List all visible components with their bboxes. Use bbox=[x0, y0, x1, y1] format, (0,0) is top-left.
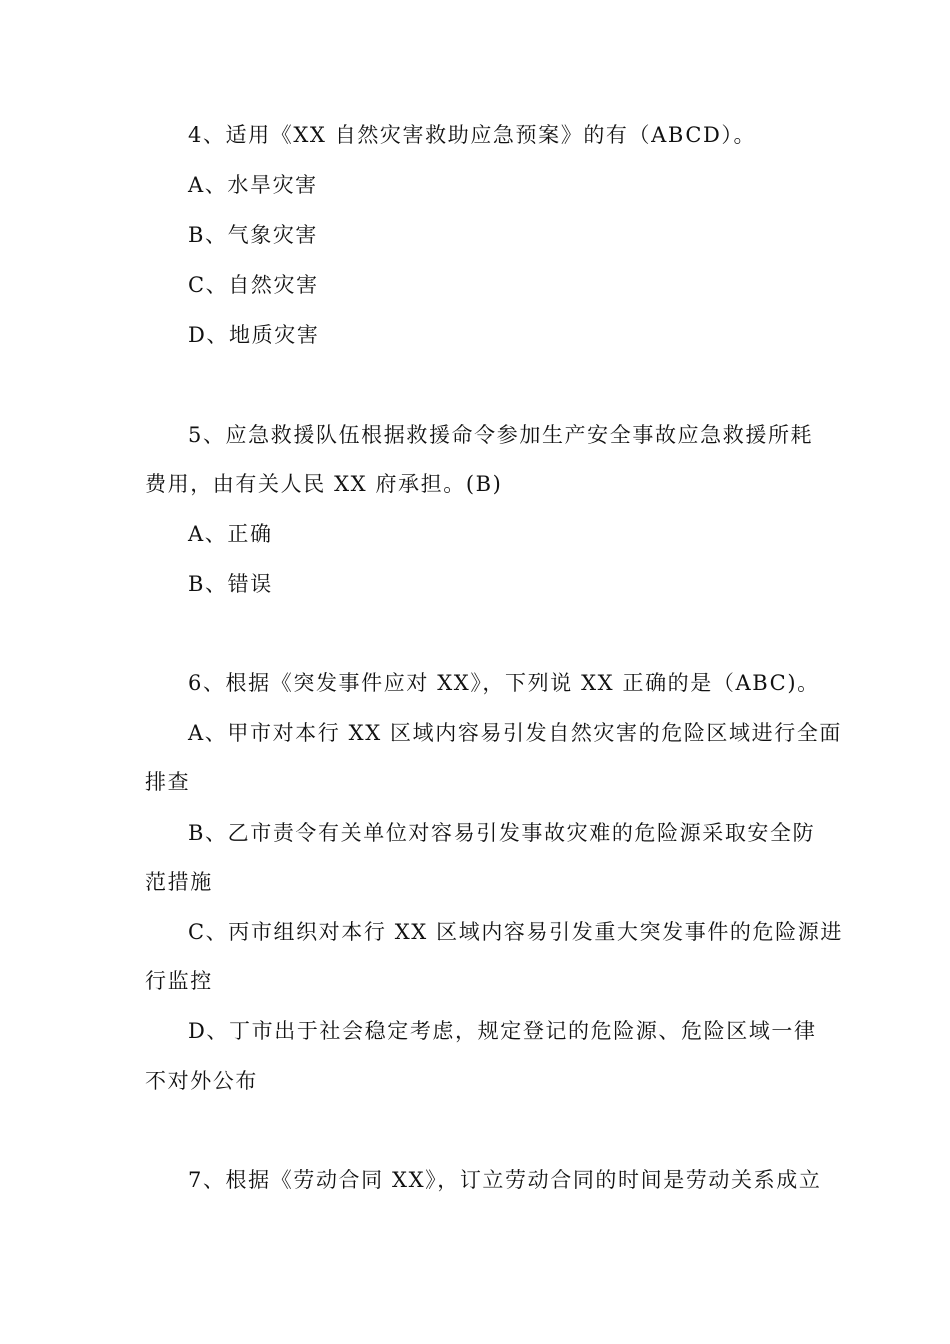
question-5-stem-line-1: 5、应急救援队伍根据救援命令参加生产安全事故应急救援所耗 bbox=[188, 423, 814, 447]
question-4-option-c: C、自然灾害 bbox=[188, 273, 319, 297]
question-4-stem: 4、适用《XX 自然灾害救助应急预案》的有（ABCD）。 bbox=[188, 123, 757, 147]
question-5-option-b: B、错误 bbox=[188, 572, 273, 596]
question-6-option-c-line-1: C、丙市组织对本行 XX 区域内容易引发重大突发事件的危险源进 bbox=[188, 920, 843, 944]
question-7-stem: 7、根据《劳动合同 XX》，订立劳动合同的时间是劳动关系成立 bbox=[188, 1168, 822, 1192]
question-6-option-a-line-1: A、甲市对本行 XX 区域内容易引发自然灾害的危险区域进行全面 bbox=[188, 721, 843, 745]
question-5-stem-line-2: 费用，由有关人民 XX 府承担。(B) bbox=[145, 472, 503, 496]
question-6-stem: 6、根据《突发事件应对 XX》，下列说 XX 正确的是（ABC)。 bbox=[188, 671, 820, 695]
question-5-option-a: A、正确 bbox=[188, 522, 273, 546]
question-4-option-a: A、水旱灾害 bbox=[188, 173, 318, 197]
question-6-option-d-line-1: D、丁市出于社会稳定考虑，规定登记的危险源、危险区域一律 bbox=[188, 1019, 817, 1043]
question-4-option-d: D、地质灾害 bbox=[188, 323, 320, 347]
question-6-option-b-line-1: B、乙市责令有关单位对容易引发事故灾难的危险源采取安全防 bbox=[188, 821, 816, 845]
question-6-option-b-line-2: 范措施 bbox=[145, 870, 213, 894]
question-6-option-c-line-2: 行监控 bbox=[145, 969, 213, 993]
question-6-option-d-line-2: 不对外公布 bbox=[145, 1069, 258, 1093]
question-6-option-a-line-2: 排查 bbox=[145, 770, 191, 794]
question-4-option-b: B、气象灾害 bbox=[188, 223, 319, 247]
